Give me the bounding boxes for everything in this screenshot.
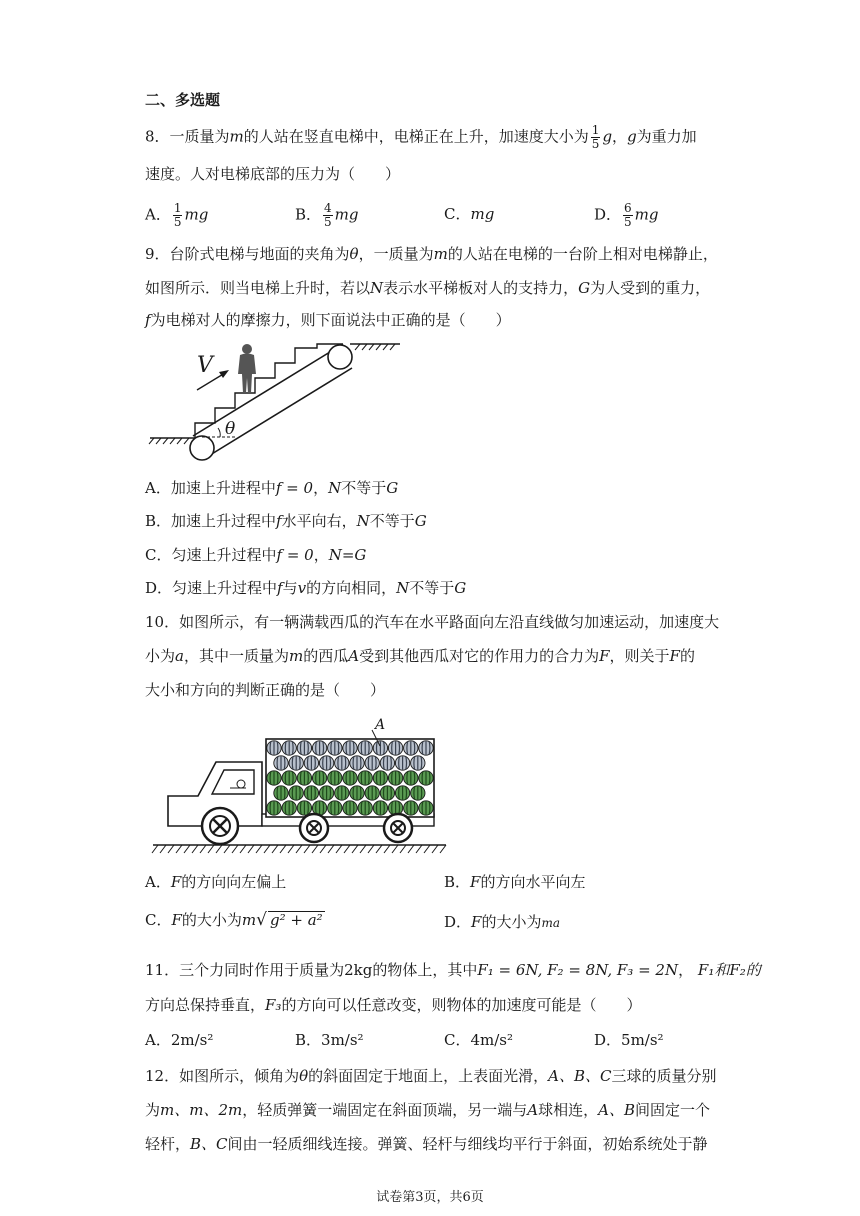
q10-option-a[interactable]: A．F的方向向左偏上 xyxy=(145,873,287,891)
q9-line-1: 9．台阶式电梯与地面的夹角为θ，一质量为m的人站在电梯的一台阶上相对电梯静止， xyxy=(145,245,718,263)
q11-option-d[interactable]: D．5m/s² xyxy=(594,1031,664,1049)
q12-line-2: 为m、m、2m，轻质弹簧一端固定在斜面顶端，另一端与A球相连，A、B间固定一个 xyxy=(145,1101,710,1119)
wheel-icon xyxy=(300,814,328,842)
truck-figure xyxy=(150,714,450,860)
section-title: 二、多选题 xyxy=(145,91,221,109)
q9-option-a[interactable]: A．加速上升进程中f = 0，N不等于G xyxy=(145,479,399,497)
q11-option-a[interactable]: A．2m/s² xyxy=(145,1031,214,1049)
angle-label: θ xyxy=(225,419,236,439)
q9-line-2: 如图所示．则当电梯上升时，若以N表示水平梯板对人的支持力，G为人受到的重力， xyxy=(145,279,711,297)
q8-fraction: $\frac{1}{5}$ xyxy=(591,123,600,151)
q10-line-1: 10．如图所示，有一辆满载西瓜的汽车在水平路面向左沿直线做匀加速运动，加速度大 xyxy=(145,613,720,631)
q9-option-c[interactable]: C．匀速上升过程中f = 0，N=G xyxy=(145,546,367,564)
q9-line-3: f为电梯对人的摩擦力，则下面说法中正确的是（ ） xyxy=(145,311,511,329)
watermelon-a-label: A xyxy=(375,717,386,733)
q11-option-b[interactable]: B．3m/s² xyxy=(295,1031,364,1049)
q10-line-3: 大小和方向的判断正确的是（ ） xyxy=(145,681,386,699)
q8-option-d[interactable]: D． $\frac{6}{5}$ mg xyxy=(594,201,659,229)
q11-option-c[interactable]: C．4m/s² xyxy=(444,1031,514,1049)
wheel-icon xyxy=(384,814,412,842)
q10-option-c[interactable]: C．F的大小为m√ g² + a² xyxy=(145,910,323,930)
q8-option-c[interactable]: C．mg xyxy=(444,205,495,223)
q11-line-1: 11．三个力同时作用于质量为2kg的物体上，其中F₁ = 6N, F₂ = 8N, F₃ = 2N， F₁和F₂的 xyxy=(145,961,761,979)
q11-line-2: 方向总保持垂直，F₃的方向可以任意改变，则物体的加速度可能是（ ） xyxy=(145,996,642,1014)
velocity-label: V xyxy=(197,353,213,378)
q12-line-1: 12．如图所示，倾角为θ的斜面固定于地面上，上表面光滑，A、B、C三球的质量分别 xyxy=(145,1067,717,1085)
page-footer: 试卷第3页，共6页 xyxy=(376,1190,484,1205)
q8-line-1: 8．一质量为m的人站在竖直电梯中，电梯正在上升，加速度大小为 $\frac{1}{5}$ g，g为重力加 xyxy=(145,123,697,151)
q10-line-2: 小为a，其中一质量为m的西瓜A受到其他西瓜对它的作用力的合力为F，则关于F的 xyxy=(145,647,695,665)
q12-line-3: 轻杆，B、C间由一轻质细线连接。弹簧、轻杆与细线均平行于斜面，初始系统处于静 xyxy=(145,1135,708,1153)
wheel-icon xyxy=(202,808,238,844)
q8-option-a[interactable]: A． $\frac{1}{5}$ mg xyxy=(145,201,209,229)
q8-option-b[interactable]: B． $\frac{4}{5}$ mg xyxy=(295,201,359,229)
watermelons xyxy=(267,741,433,815)
q9-option-d[interactable]: D．匀速上升过程中f与v的方向相同，N不等于G xyxy=(145,579,467,597)
q10-option-b[interactable]: B．F的方向水平向左 xyxy=(444,873,586,891)
escalator-figure xyxy=(145,336,415,468)
q8-line-2: 速度。人对电梯底部的压力为（ ） xyxy=(145,165,401,183)
q9-option-b[interactable]: B．加速上升过程中f水平向右，N不等于G xyxy=(145,512,427,530)
q10-option-d[interactable]: D．F的大小为ma xyxy=(444,913,561,931)
